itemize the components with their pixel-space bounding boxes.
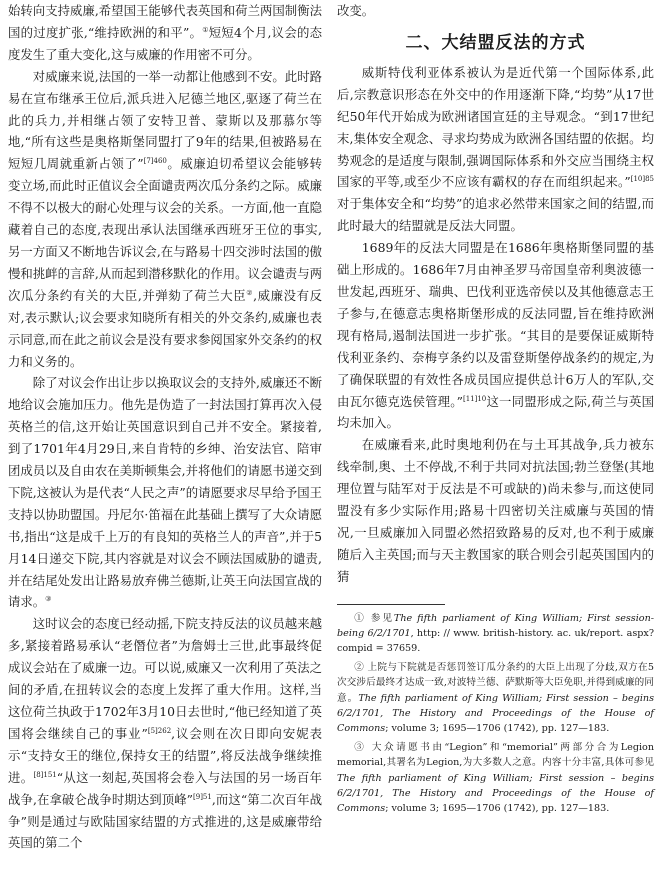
left-column [8,0,322,854]
footnote: ② 上院与下院就是否惩罚签订瓜分条约的大臣上出现了分歧,双方在5次交涉后最终才达成一致,对波特兰德、萨默斯等大臣免职,并得到威廉的同意。The fifth parliament of King William; First session – begins 6/2/1701, The History and Proceedings of the House of Commons; volume 3; 1695—1706 (1742), pp. 127—183. [337,662,655,735]
citation-ref[interactable]: [11]10 [462,394,487,403]
right-column [337,0,654,820]
citation-ref[interactable]: [9]51 [193,792,212,801]
citation-ref[interactable]: [8]151 [33,770,57,779]
paragraph: 除了对议会作出让步以换取议会的支持外,威廉还不断地给议会施加压力。他先是伪造了一封法国打算再次入侵英格兰的信,这开始让英国意识到自己并不安全。紧接着,到了1701年4月29日,来自肯特的乡绅、治安法官、陪审团成员以及自由农在美斯顿集会,并将他们的请愿书递交到下院,这被认为是代表“人民之声”的请愿要求尽早给予国王支持以协助盟国。丹尼尔·笛福在此基础上撰写了大众请愿书,指出“这是成千上万的有良知的英格兰人的声音”,并于5月14日递交下院,其内容就是对议会不顾法国威胁的谴责,并在结尾处发出让路易放弃佛兰德斯,让英王向法国宣战的请求。③ [8,375,322,610]
citation-ref[interactable]: [7]460 [143,157,167,166]
footnote-mark[interactable]: ② [246,288,254,297]
paragraph-continued: 改变。 [337,3,375,18]
citation-ref[interactable]: [10]85 [630,175,654,184]
paragraph: 威斯特伐利亚体系被认为是近代第一个国际体系,此后,宗教意识形态在外交中的作用逐渐下降,“均势”从17世纪50年代开始成为欧洲诸国宣廷的主导观念。“到17世纪末,集体安全观念、寻求均势成为欧洲各国结盟的依据。均势观念的是适度与限制,强调国际体系和外交应当围绕主权国家的平等,或至少不应该有霸权的存在而组织起来。”$^{[10]85}$对于集体安全和“均势”的追求必然带来国家之间的结盟,而此时最大的结盟就是反法大同盟。 [337,64,654,234]
section-heading: 二、大结盟反法的方式 [405,32,586,53]
paragraph: 对威廉来说,法国的一举一动都让他感到不安。此时路易在宣布继承王位后,派兵进入尼德兰地区,驱逐了荷兰在此的兵力,并相继占领了安特卫普、蒙斯以及那慕尔等地,“所有这些是奥格斯堡同盟打了9年的结果,但被路易在短短几周就重新占领了”$^{[7]460}$。威廉迫切希望议会能够转变立场,而此时正值议会全面谴责两次瓜分条约之际。威廉不得不以极大的耐心处理与议会的关系。一方面,他一直隐藏着自己的态度,表现出承认法国继承西班牙王位的事实,另一方面又不断地告诉议会,在与路易十四交涉时法国的傲慢和挑衅的言辞,从而起到潜移默化的作用。议会谴责与两次瓜分条约有关的大臣,并弹劾了荷兰大臣②,威廉没有反对,表示默认;议会要求知晓所有相关的外交条约,威廉也表示同意,而在此之前议会是没有要求参阅国家外交条约的权力和义务的。 [8,68,323,369]
footnote-mark[interactable]: ① [202,25,209,34]
paragraph: 在威廉看来,此时奥地利仍在与土耳其战争,兵力被东线牵制,奥、土不停战,不利于共同对抗法国;勃兰登堡(其地理位置与陆军对于反法是不可或缺的)尚未参与,而这使同盟没有多少实际作用;路易十四密切关注威廉与英国的情况,一旦威廉加入同盟必然招致路易的反对,也不利于威廉随后入主英国;而与天主教国家的联合则会引起英国国内的猜 [337,437,654,584]
paragraph: 这时议会的态度已经动摇,下院支持反法的议员越来越多,紧接着路易承认“老僭位者”为詹姆士三世,此事最终促成议会站在了威廉一边。可以说,威廉又一次利用了英法之间的矛盾,在扭转议会的态度上发挥了重大作用。这样,当这位荷兰执政于1702年3月10日去世时,“他已经知道了英国将会继续自己的事业”$^{[5]262}$,议会则在次日即向安妮表示“支持女王的继位,保持女王的结盟”,将反法战争继续推进。$^{[8]151}$“从这一刻起,英国将会卷入与法国的另一场百年战争,在拿破仑战争时期达到顶峰”$^{[9]51}$,而这“第二次百年战争”则是通过与欧陆国家结盟的方式推进的,这是威廉带给英国的第二个 [8,616,322,851]
citation-ref[interactable]: [5]262 [147,726,172,735]
paragraph: 1689年的反法大同盟是在1686年奥格斯堡同盟的基础上形成的。1686年7月由神圣罗马帝国皇帝利奥波德一世发起,西班牙、瑞典、巴伐利亚选帝侯以及其他德意志王子参与,在德意志奥格斯堡形成的反法同盟,旨在维持欧洲现有格局,遏制法国进一步扩张。“其目的是要保证威斯特伐利亚条约、奈梅亨条约以及雷登斯堡停战条约的规定,为了确保联盟的有效性各成员国应提供总计6万人的军队,交由瓦尔德克选侯管理。”$^{[11]10}$这一同盟形成之际,荷兰与英国均未加入。 [337,240,654,431]
paragraph-continued: 始转向支持威廉,希望国王能够代表英国和荷兰两国制衡法国的过度扩张,“维持欧洲的和平”。①短短4个月,议会的态度发生了重大变化,这与威廉的作用密不可分。 [8,3,323,62]
footnote-mark[interactable]: ③ [45,595,52,604]
footnote-divider [337,604,445,605]
footnote: ③ 大众请愿书由“Legion”和“memorial”两部分合为Legion memorial,其署名为Legion,为大多数人之意。内容十分丰富,具体可参见The fifth parliament of King William; First session – begins 6/2/1701, The History and Proceedings of the House of Commons; volume 3; 1695—1706 (1742), pp. 127—183. [337,742,655,815]
footnote: ① 参见The fifth parliament of King William; First session-being 6/2/1701, http: // www. british-history. ac. uk/report. aspx? compid = 37659. [337,612,654,655]
